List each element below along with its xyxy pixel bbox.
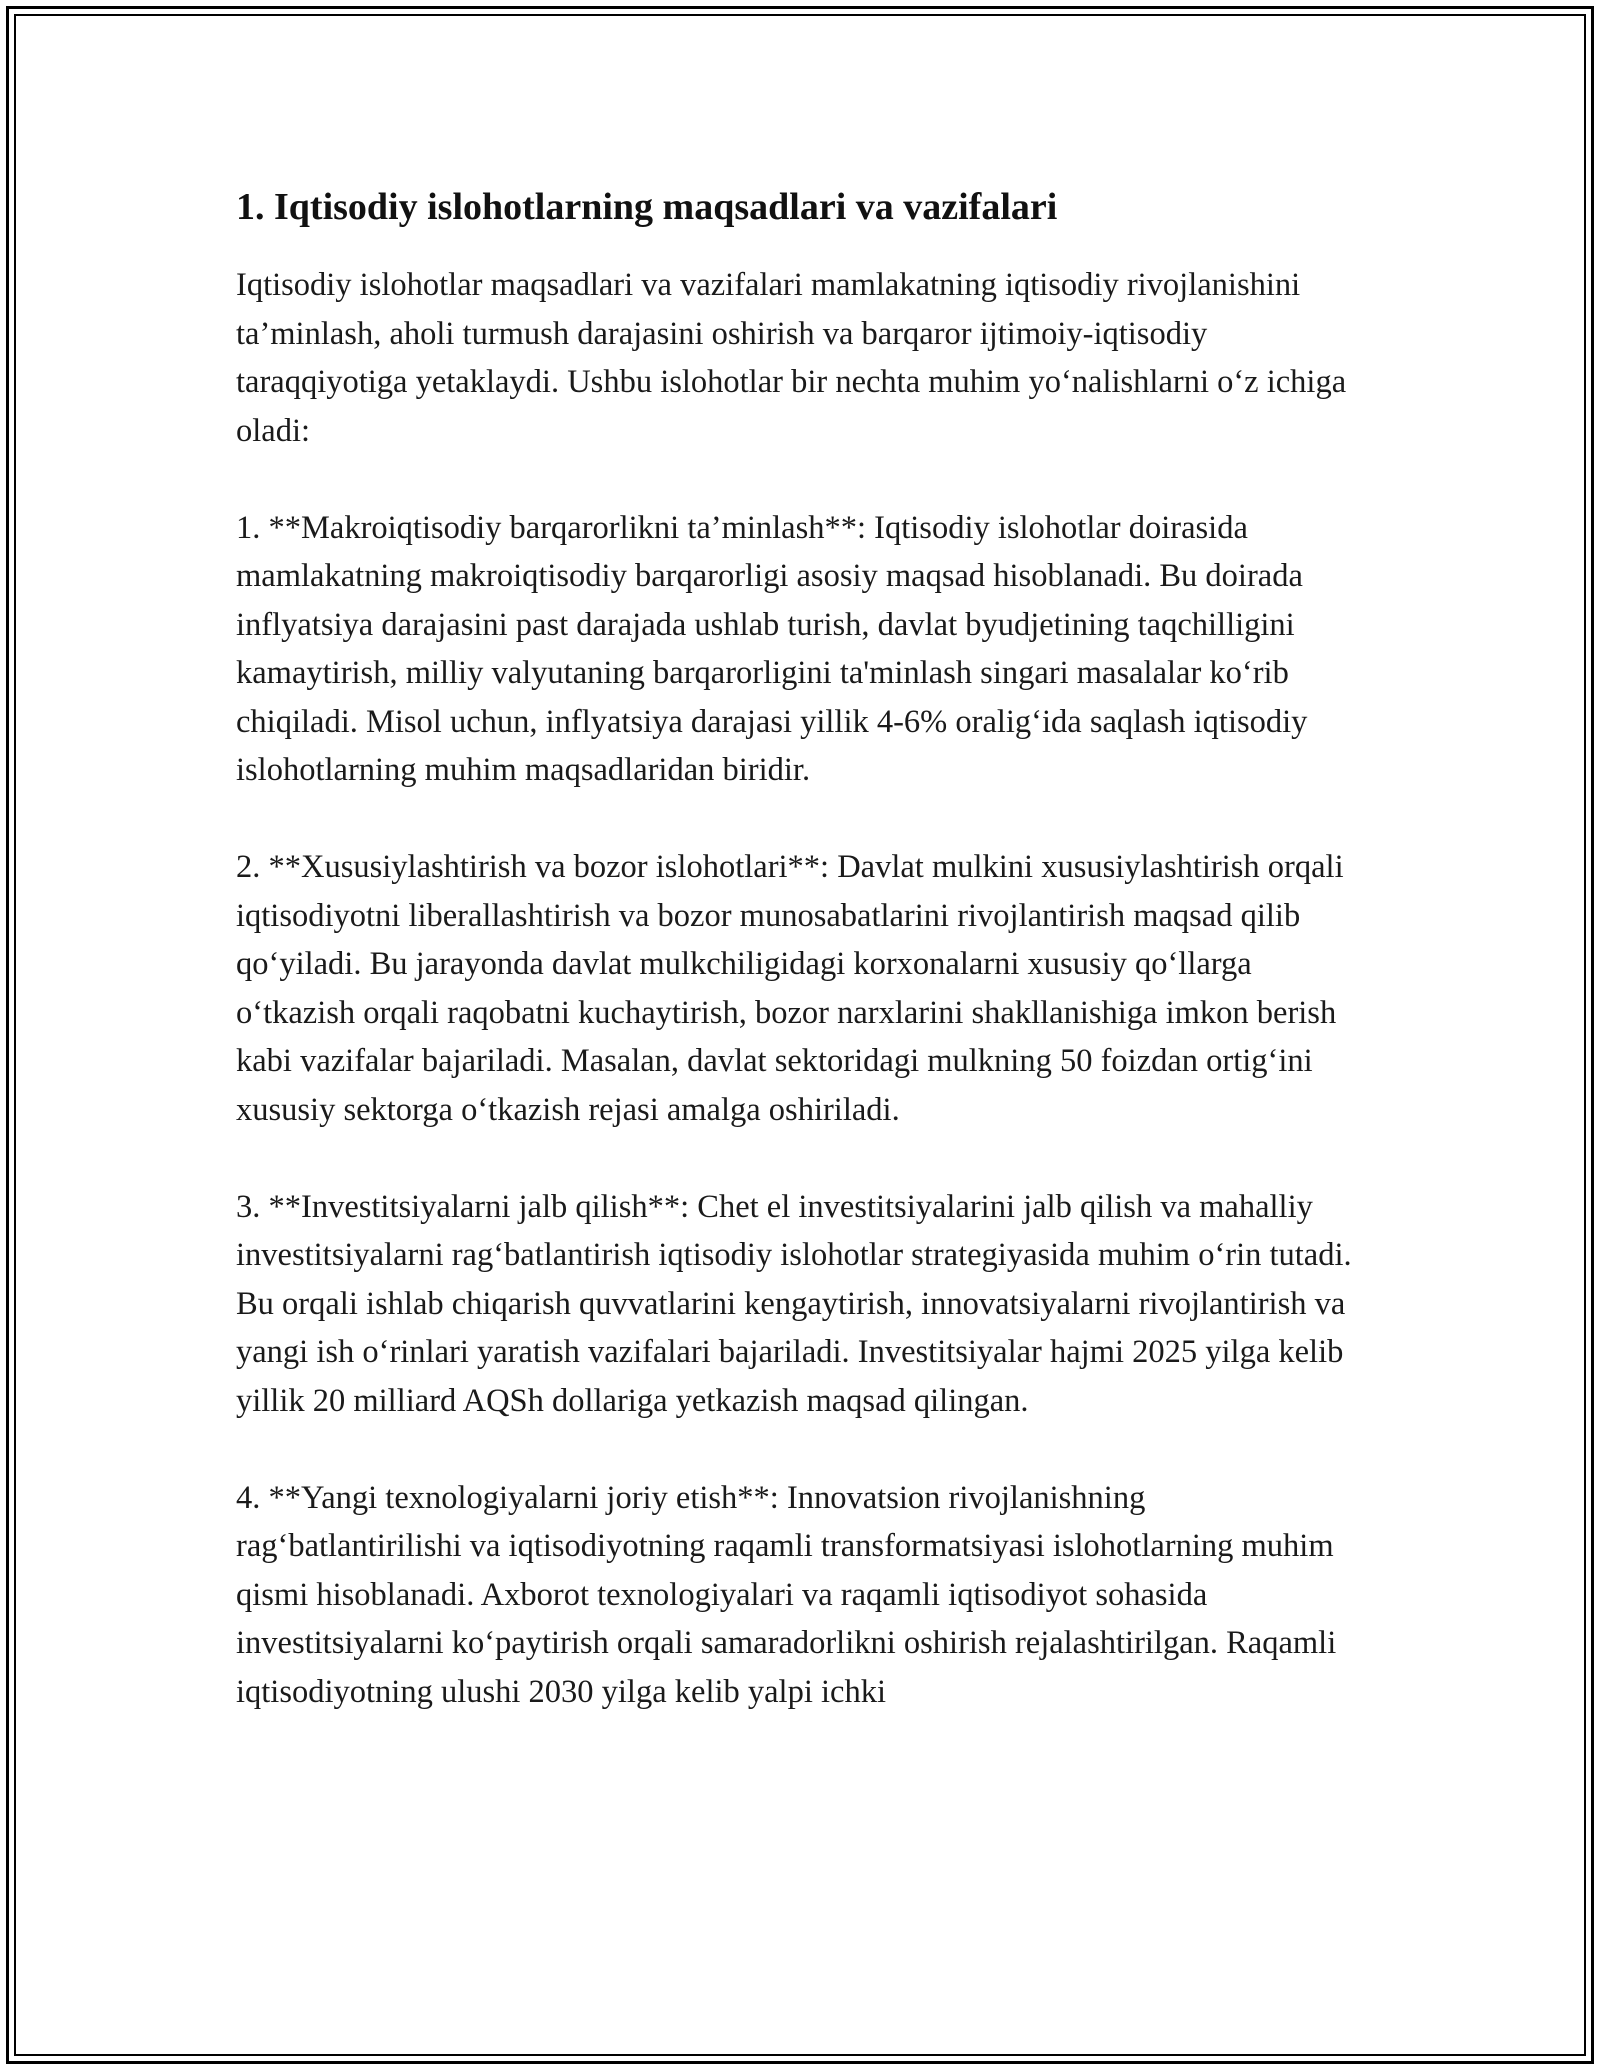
paragraph-investments: 3. **Investitsiyalarni jalb qilish**: Chet el investitsiyalarini jalb qilish va mahalliy investitsiyalarni rag‘batlantirish iqtisodiy islohotlar strategiyasida muhim o‘rin tutadi. Bu orqali ishlab chiqarish quvvatlarini kengaytirish, innovatsiyalarni rivojlantirish va yangi ish o‘rinlari yaratish vazifalari bajariladi. Investitsiyalar hajmi 2025 yilga kelib yillik 20 milliard AQSh dollariga yetkazish maqsad qilingan. (236, 1188, 1352, 1419)
document-body (236, 183, 1366, 1765)
document-title: 1. Iqtisodiy islohotlarning maqsadlari va vazifalari (236, 186, 1058, 228)
intro-paragraph: Iqtisodiy islohotlar maqsadlari va vazifalari mamlakatning iqtisodiy rivojlanishini ta’minlash, aholi turmush darajasini oshirish va barqaror ijtimoiy-iqtisodiy taraqqiyotiga yetaklaydi. Ushbu islohotlar bir nechta muhim yo‘nalishlarni o‘z ichiga oladi: (236, 267, 1347, 449)
paragraph-technologies: 4. **Yangi texnologiyalarni joriy etish**: Innovatsion rivojlanishning rag‘batlantirilishi va iqtisodiyotning raqamli transformatsiyasi islohotlarning muhim qismi hisoblanadi. Axborot texnologiyalari va raqamli iqtisodiyot sohasida investitsiyalarni ko‘paytirish orqali samaradorlikni oshirish rejalashtirilgan. Raqamli iqtisodiyotning ulushi 2030 yilga kelib yalpi ichki (236, 1479, 1337, 1710)
paragraph-privatization: 2. **Xususiylashtirish va bozor islohotlari**: Davlat mulkini xususiylashtirish orqali iqtisodiyotni liberallashtirish va bozor munosabatlarini rivojlantirish maqsad qilib qo‘yiladi. Bu jarayonda davlat mulkchiligidagi korxonalarni xususiy qo‘llarga o‘tkazish orqali raqobatni kuchaytirish, bozor narxlarini shakllanishiga imkon berish kabi vazifalar bajariladi. Masalan, davlat sektoridagi mulkning 50 foizdan ortig‘ini xususiy sektorga o‘tkazish rejasi amalga oshiriladi. (236, 849, 1344, 1128)
paragraph-macro-stability: 1. **Makroiqtisodiy barqarorlikni ta’minlash**: Iqtisodiy islohotlar doirasida mamlakatning makroiqtisodiy barqarorligi asosiy maqsad hisoblanadi. Bu doirada inflyatsiya darajasini past darajada ushlab turish, davlat byudjetining taqchilligini kamaytirish, milliy valyutaning barqarorligini ta'minlash singari masalalar ko‘rib chiqiladi. Misol uchun, inflyatsiya darajasi yillik 4-6% oralig‘ida saqlash iqtisodiy islohotlarning muhim maqsadlaridan biridir. (236, 509, 1308, 788)
